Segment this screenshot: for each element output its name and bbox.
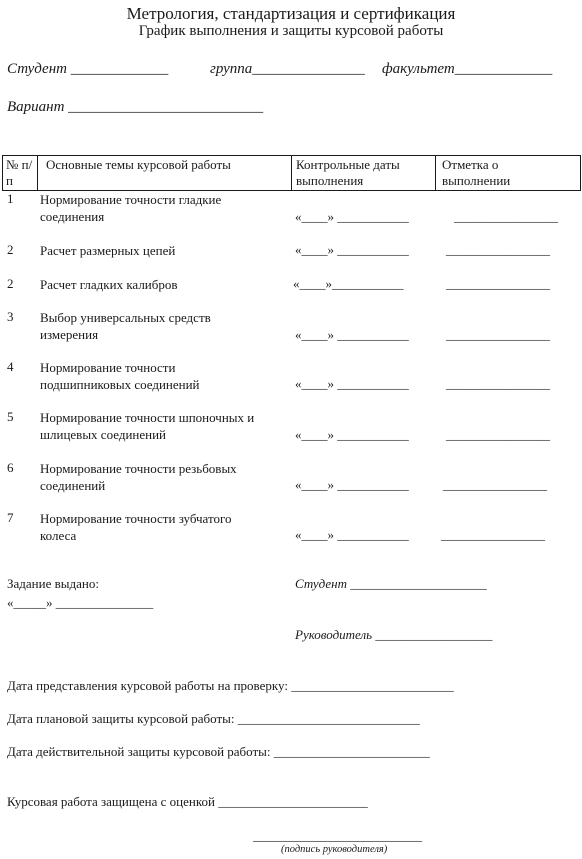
variant-field[interactable]: Вариант __________________________ [7, 99, 264, 115]
group-field[interactable]: группа_______________ [210, 61, 365, 77]
header-mark: Отметка о выполнении [442, 157, 511, 188]
table-border-left [2, 155, 3, 191]
row-date-field[interactable]: «____» ___________ [295, 327, 409, 342]
student-field[interactable]: Студент _____________ [7, 61, 169, 77]
row-topic: Нормирование точности подшипниковых соединений [40, 360, 200, 392]
header-dates: Контрольные даты выполнения [296, 157, 400, 188]
row-date-field[interactable]: «____» ___________ [295, 527, 409, 542]
row-num: 1 [7, 191, 14, 206]
issued-label: Задание выдано: [7, 576, 99, 591]
row-topic: Выбор универсальных средств измерения [40, 310, 211, 342]
planned-date-field[interactable]: Дата плановой защиты курсовой работы: ____________________________ [7, 711, 420, 726]
row-mark-field[interactable]: ________________ [446, 276, 550, 291]
document-title: Метрология, стандартизация и сертификация [126, 4, 456, 23]
table-border-right [580, 155, 581, 191]
row-mark-field[interactable]: ________________ [446, 427, 550, 442]
supervisor-signature-line[interactable]: __________________________ [253, 828, 422, 843]
row-date-field[interactable]: «____» ___________ [295, 427, 409, 442]
row-num: 2 [7, 276, 14, 291]
signature-caption: (подпись руководителя) [281, 844, 388, 855]
row-num: 4 [7, 359, 14, 374]
table-col-divider-3 [435, 155, 436, 191]
supervisor-signature-field[interactable]: Руководитель __________________ [295, 627, 493, 642]
student-signature-field[interactable]: Студент _____________________ [295, 576, 487, 591]
row-date-field[interactable]: «____»___________ [293, 276, 404, 291]
table-col-divider-2 [291, 155, 292, 191]
row-mark-field[interactable]: ________________ [443, 477, 547, 492]
row-mark-field[interactable]: ________________ [454, 209, 558, 224]
row-date-field[interactable]: «____» ___________ [295, 477, 409, 492]
row-date-field[interactable]: «____» ___________ [295, 209, 409, 224]
row-mark-field[interactable]: ________________ [446, 376, 550, 391]
row-num: 2 [7, 242, 14, 257]
document-subtitle: График выполнения и защиты курсовой работы [138, 23, 444, 39]
row-num: 5 [7, 409, 14, 424]
row-mark-field[interactable]: ________________ [446, 327, 550, 342]
row-num: 6 [7, 460, 14, 475]
row-topic: Нормирование точности шпоночных и шлицевых соединений [40, 410, 255, 442]
faculty-field[interactable]: факультет_____________ [382, 61, 553, 77]
row-topic: Нормирование точности резьбовых соединений [40, 461, 237, 493]
row-topic: Расчет гладких калибров [40, 277, 178, 292]
row-date-field[interactable]: «____» ___________ [295, 376, 409, 391]
header-num: № п/п [6, 157, 33, 188]
submit-date-field[interactable]: Дата представления курсовой работы на проверку: _________________________ [7, 678, 454, 693]
row-date-field[interactable]: «____» ___________ [295, 242, 409, 257]
row-topic: Расчет размерных цепей [40, 243, 176, 258]
table-col-divider-1 [37, 155, 38, 191]
actual-date-field[interactable]: Дата действительной защиты курсовой работы: ________________________ [7, 744, 430, 759]
row-topic: Нормирование точности гладкие соединения [40, 192, 222, 224]
row-topic: Нормирование точности зубчатого колеса [40, 511, 232, 543]
row-num: 3 [7, 309, 14, 324]
header-topics: Основные темы курсовой работы [46, 157, 231, 172]
row-num: 7 [7, 510, 14, 525]
row-mark-field[interactable]: ________________ [441, 527, 545, 542]
issued-date-field[interactable]: «_____» _______________ [7, 595, 154, 610]
grade-field[interactable]: Курсовая работа защищена с оценкой _______________________ [7, 794, 368, 809]
row-mark-field[interactable]: ________________ [446, 242, 550, 257]
